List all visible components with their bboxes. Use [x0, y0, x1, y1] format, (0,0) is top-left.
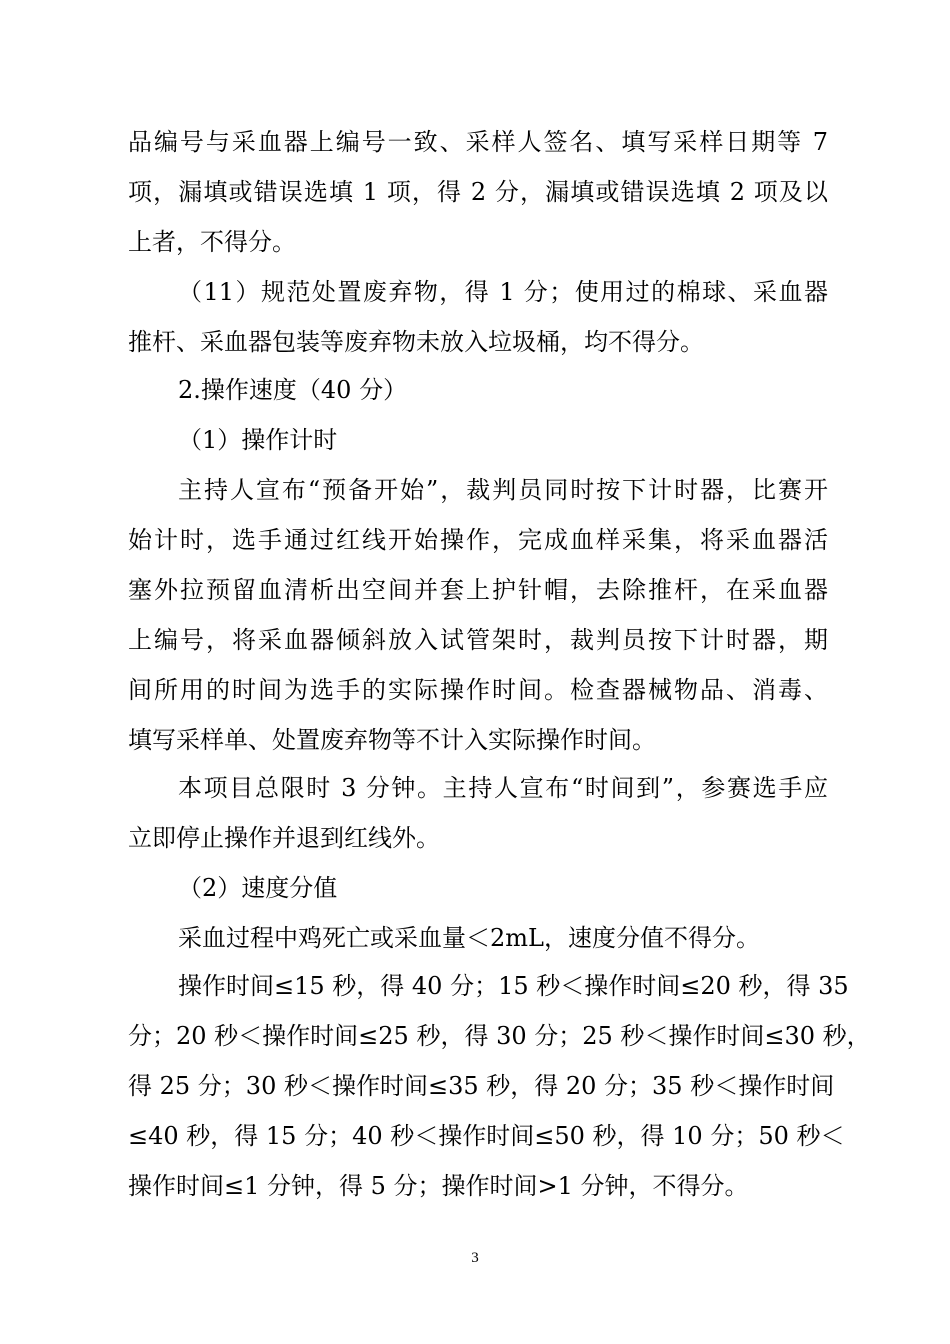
text-line: 塞外拉预留血清析出空间并套上护针帽，去除推杆，在采血器 [128, 576, 828, 604]
text-line: 上者，不得分。 [128, 228, 296, 256]
text-line: 本项目总限时 3 分钟。主持人宣布“时间到”，参赛选手应 [178, 774, 828, 802]
text-line: 采血过程中鸡死亡或采血量＜2mL，速度分值不得分。 [178, 924, 760, 952]
text-line: 始计时，选手通过红线开始操作，完成血样采集，将采血器活 [128, 526, 828, 554]
text-line: 得 25 分；30 秒＜操作时间≤35 秒，得 20 分；35 秒＜操作时间 [128, 1072, 835, 1100]
text-line: 操作时间≤1 分钟，得 5 分；操作时间>1 分钟，不得分。 [128, 1172, 749, 1200]
subsection-heading: （2）速度分值 [178, 874, 338, 902]
text-line: 品编号与采血器上编号一致、采样人签名、填写采样日期等 7 [128, 128, 828, 156]
text-line: 填写采样单、处置废弃物等不计入实际操作时间。 [128, 726, 656, 754]
text-line: 间所用的时间为选手的实际操作时间。检查器械物品、消毒、 [128, 676, 828, 704]
text-line: 上编号，将采血器倾斜放入试管架时，裁判员按下计时器，期 [128, 626, 828, 654]
text-line: 分；20 秒＜操作时间≤25 秒，得 30 分；25 秒＜操作时间≤30 秒， [128, 1022, 871, 1050]
subsection-heading: （1）操作计时 [178, 426, 338, 454]
section-heading: 2.操作速度（40 分） [178, 376, 408, 404]
text-line: 立即停止操作并退到红线外。 [128, 824, 440, 852]
text-line: 项，漏填或错误选填 1 项，得 2 分，漏填或错误选填 2 项及以 [128, 178, 828, 206]
text-line: 推杆、采血器包装等废弃物未放入垃圾桶，均不得分。 [128, 328, 704, 356]
text-line: ≤40 秒，得 15 分；40 秒＜操作时间≤50 秒，得 10 分；50 秒＜ [128, 1122, 845, 1150]
page-number: 3 [471, 1250, 479, 1266]
text-line: 主持人宣布“预备开始”，裁判员同时按下计时器，比赛开 [178, 476, 828, 504]
text-line: 操作时间≤15 秒，得 40 分；15 秒＜操作时间≤20 秒，得 35 [178, 972, 849, 1000]
text-line: （11）规范处置废弃物，得 1 分；使用过的棉球、采血器 [178, 278, 828, 306]
